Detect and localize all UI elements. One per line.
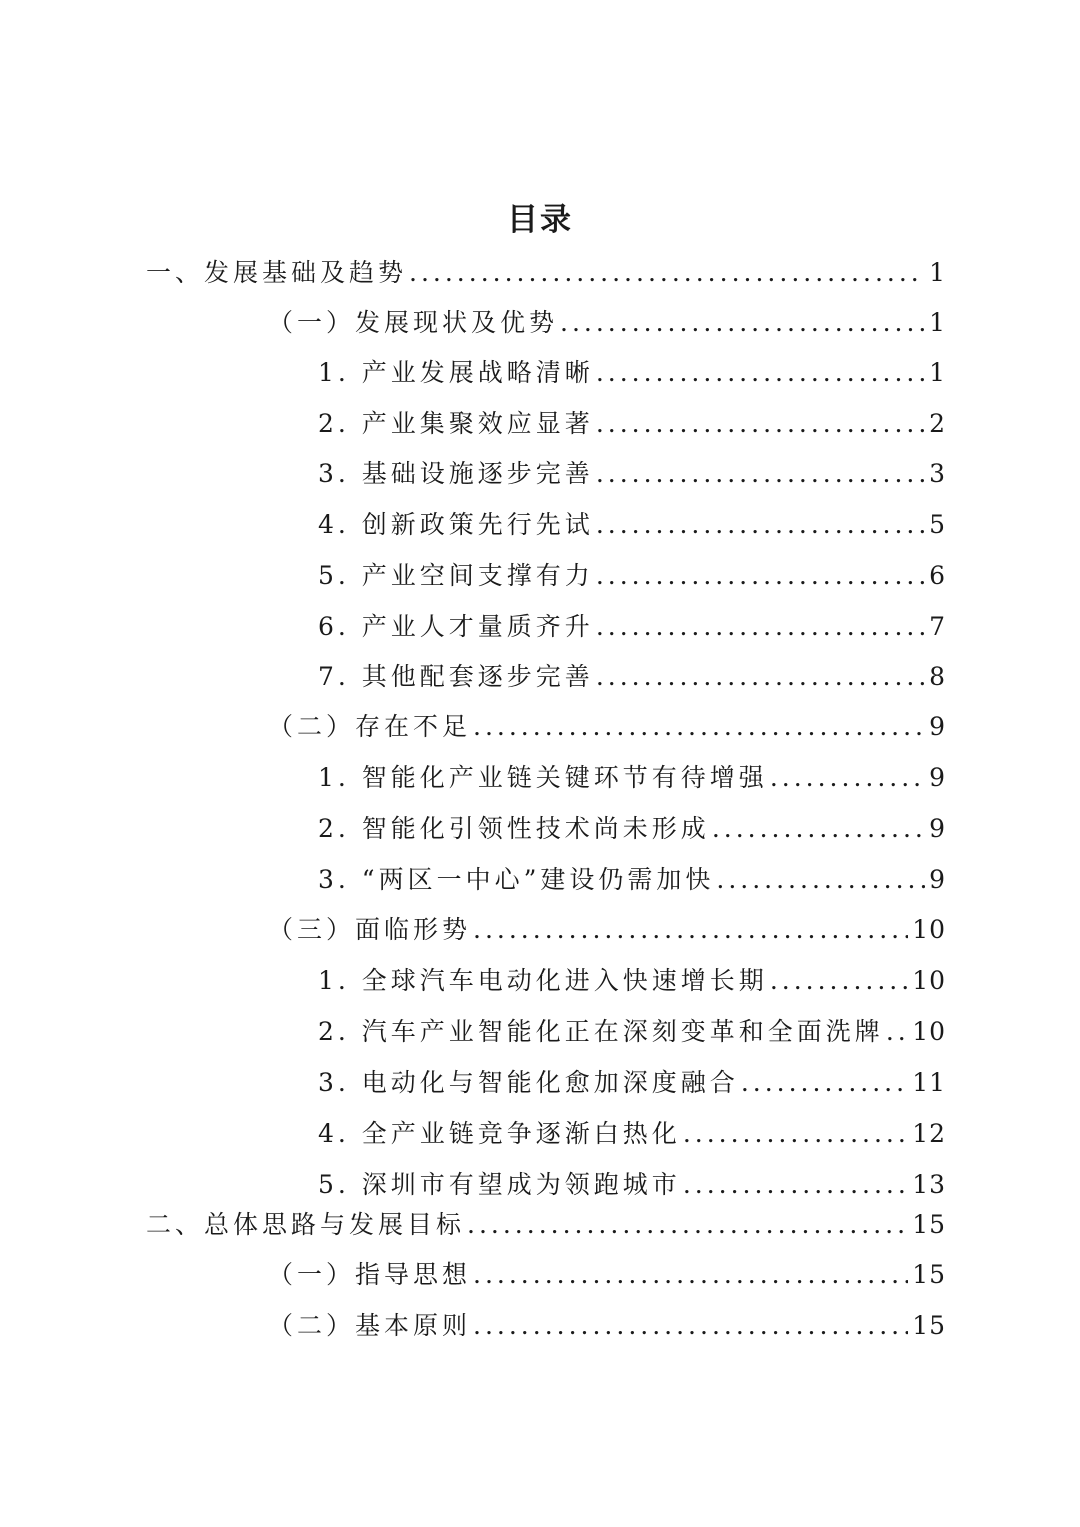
page-title: 目录 bbox=[507, 202, 573, 238]
toc-entry-page: 12 bbox=[912, 1119, 946, 1148]
toc-entry-label: 2. 智能化引领性技术尚未形成 bbox=[318, 814, 710, 843]
toc-entry-label: 一、发展基础及趋势 bbox=[146, 258, 408, 287]
toc-entry-label: 2. 产业集聚效应显著 bbox=[318, 409, 594, 438]
toc-leader-dots bbox=[473, 905, 908, 955]
toc-entry-page: 9 bbox=[929, 865, 946, 894]
toc-entry[interactable] bbox=[268, 1250, 946, 1300]
toc-leader-dots bbox=[596, 449, 925, 499]
toc-leader-dots bbox=[473, 1250, 908, 1300]
toc-entry-page: 9 bbox=[929, 763, 946, 792]
toc-entry-label: 5. 产业空间支撑有力 bbox=[318, 561, 594, 590]
toc-entry[interactable] bbox=[318, 1058, 946, 1108]
toc-entry[interactable] bbox=[318, 855, 946, 905]
toc-entry[interactable] bbox=[268, 702, 946, 752]
toc-entry[interactable] bbox=[318, 500, 946, 550]
toc-entry-label: 1. 智能化产业链关键环节有待增强 bbox=[318, 763, 768, 792]
toc-leader-dots bbox=[409, 248, 925, 298]
toc-entry-label: 1. 产业发展战略清晰 bbox=[318, 358, 594, 387]
toc-entry-label: 3. 电动化与智能化愈加深度融合 bbox=[318, 1068, 739, 1097]
toc-entry[interactable] bbox=[318, 1007, 946, 1057]
toc-entry-page: 6 bbox=[929, 561, 946, 590]
toc-entry[interactable] bbox=[268, 298, 946, 348]
toc-entry-page: 5 bbox=[929, 510, 946, 539]
toc-entry-label: （二）存在不足 bbox=[268, 712, 472, 741]
toc-entry[interactable] bbox=[318, 956, 946, 1006]
toc-entry-page: 1 bbox=[929, 358, 946, 387]
toc-leader-dots bbox=[683, 1109, 908, 1159]
toc-entry[interactable] bbox=[318, 348, 946, 398]
toc-entry[interactable] bbox=[146, 1200, 946, 1250]
toc-leader-dots bbox=[596, 551, 925, 601]
toc-entry-label: 7. 其他配套逐步完善 bbox=[318, 662, 594, 691]
toc-leader-dots bbox=[596, 348, 925, 398]
toc-entry[interactable] bbox=[318, 753, 946, 803]
toc-entry-page: 11 bbox=[912, 1068, 946, 1097]
toc-entry-label: 3. 基础设施逐步完善 bbox=[318, 459, 594, 488]
toc-leader-dots bbox=[596, 399, 925, 449]
toc-entry-page: 9 bbox=[929, 814, 946, 843]
toc-entry-label: 4. 创新政策先行先试 bbox=[318, 510, 594, 539]
toc-entry[interactable] bbox=[318, 804, 946, 854]
toc-entry-label: （一）指导思想 bbox=[268, 1260, 472, 1289]
toc-leader-dots bbox=[473, 1301, 908, 1351]
toc-entry-label: 6. 产业人才量质齐升 bbox=[318, 612, 594, 641]
toc-leader-dots bbox=[886, 1007, 908, 1057]
toc-entry-page: 15 bbox=[912, 1210, 946, 1239]
toc-entry[interactable] bbox=[318, 551, 946, 601]
toc-entry-label: 3. “两区一中心”建设仍需加快 bbox=[318, 865, 715, 894]
toc-leader-dots bbox=[770, 753, 925, 803]
toc-entry[interactable] bbox=[318, 602, 946, 652]
toc-leader-dots bbox=[596, 652, 925, 702]
toc-entry[interactable] bbox=[268, 1301, 946, 1351]
toc-leader-dots bbox=[596, 602, 925, 652]
toc-entry[interactable] bbox=[318, 399, 946, 449]
toc-leader-dots bbox=[560, 298, 925, 348]
toc-entry-page: 2 bbox=[929, 409, 946, 438]
toc-entry[interactable] bbox=[318, 652, 946, 702]
toc-entry-label: 2. 汽车产业智能化正在深刻变革和全面洗牌 bbox=[318, 1017, 884, 1046]
toc-entry-page: 10 bbox=[912, 1017, 946, 1046]
toc-entry-label: （二）基本原则 bbox=[268, 1311, 472, 1340]
toc-entry-page: 13 bbox=[912, 1170, 946, 1199]
toc-entry[interactable] bbox=[318, 1109, 946, 1159]
toc-entry[interactable] bbox=[268, 905, 946, 955]
toc-entry-page: 10 bbox=[912, 966, 946, 995]
toc-entry-page: 9 bbox=[929, 712, 946, 741]
toc-leader-dots bbox=[712, 804, 925, 854]
toc-entry-page: 15 bbox=[912, 1311, 946, 1340]
toc-leader-dots bbox=[596, 500, 925, 550]
toc-entry-page: 8 bbox=[929, 662, 946, 691]
toc-entry-page: 1 bbox=[929, 258, 946, 287]
toc-entry[interactable] bbox=[318, 449, 946, 499]
toc-entry-page: 1 bbox=[929, 308, 946, 337]
toc-leader-dots bbox=[770, 956, 908, 1006]
toc-entry-label: 二、总体思路与发展目标 bbox=[146, 1210, 466, 1239]
toc-entry-page: 10 bbox=[912, 915, 946, 944]
toc-entry[interactable] bbox=[146, 248, 946, 298]
toc-leader-dots bbox=[473, 702, 925, 752]
toc-leader-dots bbox=[741, 1058, 908, 1108]
toc-entry-label: 1. 全球汽车电动化进入快速增长期 bbox=[318, 966, 768, 995]
toc-entry-page: 3 bbox=[929, 459, 946, 488]
toc-entry-page: 7 bbox=[929, 612, 946, 641]
toc-entry-label: （一）发展现状及优势 bbox=[268, 308, 559, 337]
toc-entry-label: （三）面临形势 bbox=[268, 915, 472, 944]
toc-entry-label: 4. 全产业链竞争逐渐白热化 bbox=[318, 1119, 681, 1148]
toc-leader-dots bbox=[716, 855, 925, 905]
toc-entry-label: 5. 深圳市有望成为领跑城市 bbox=[318, 1170, 681, 1199]
toc-entry-page: 15 bbox=[912, 1260, 946, 1289]
toc-leader-dots bbox=[467, 1200, 908, 1250]
